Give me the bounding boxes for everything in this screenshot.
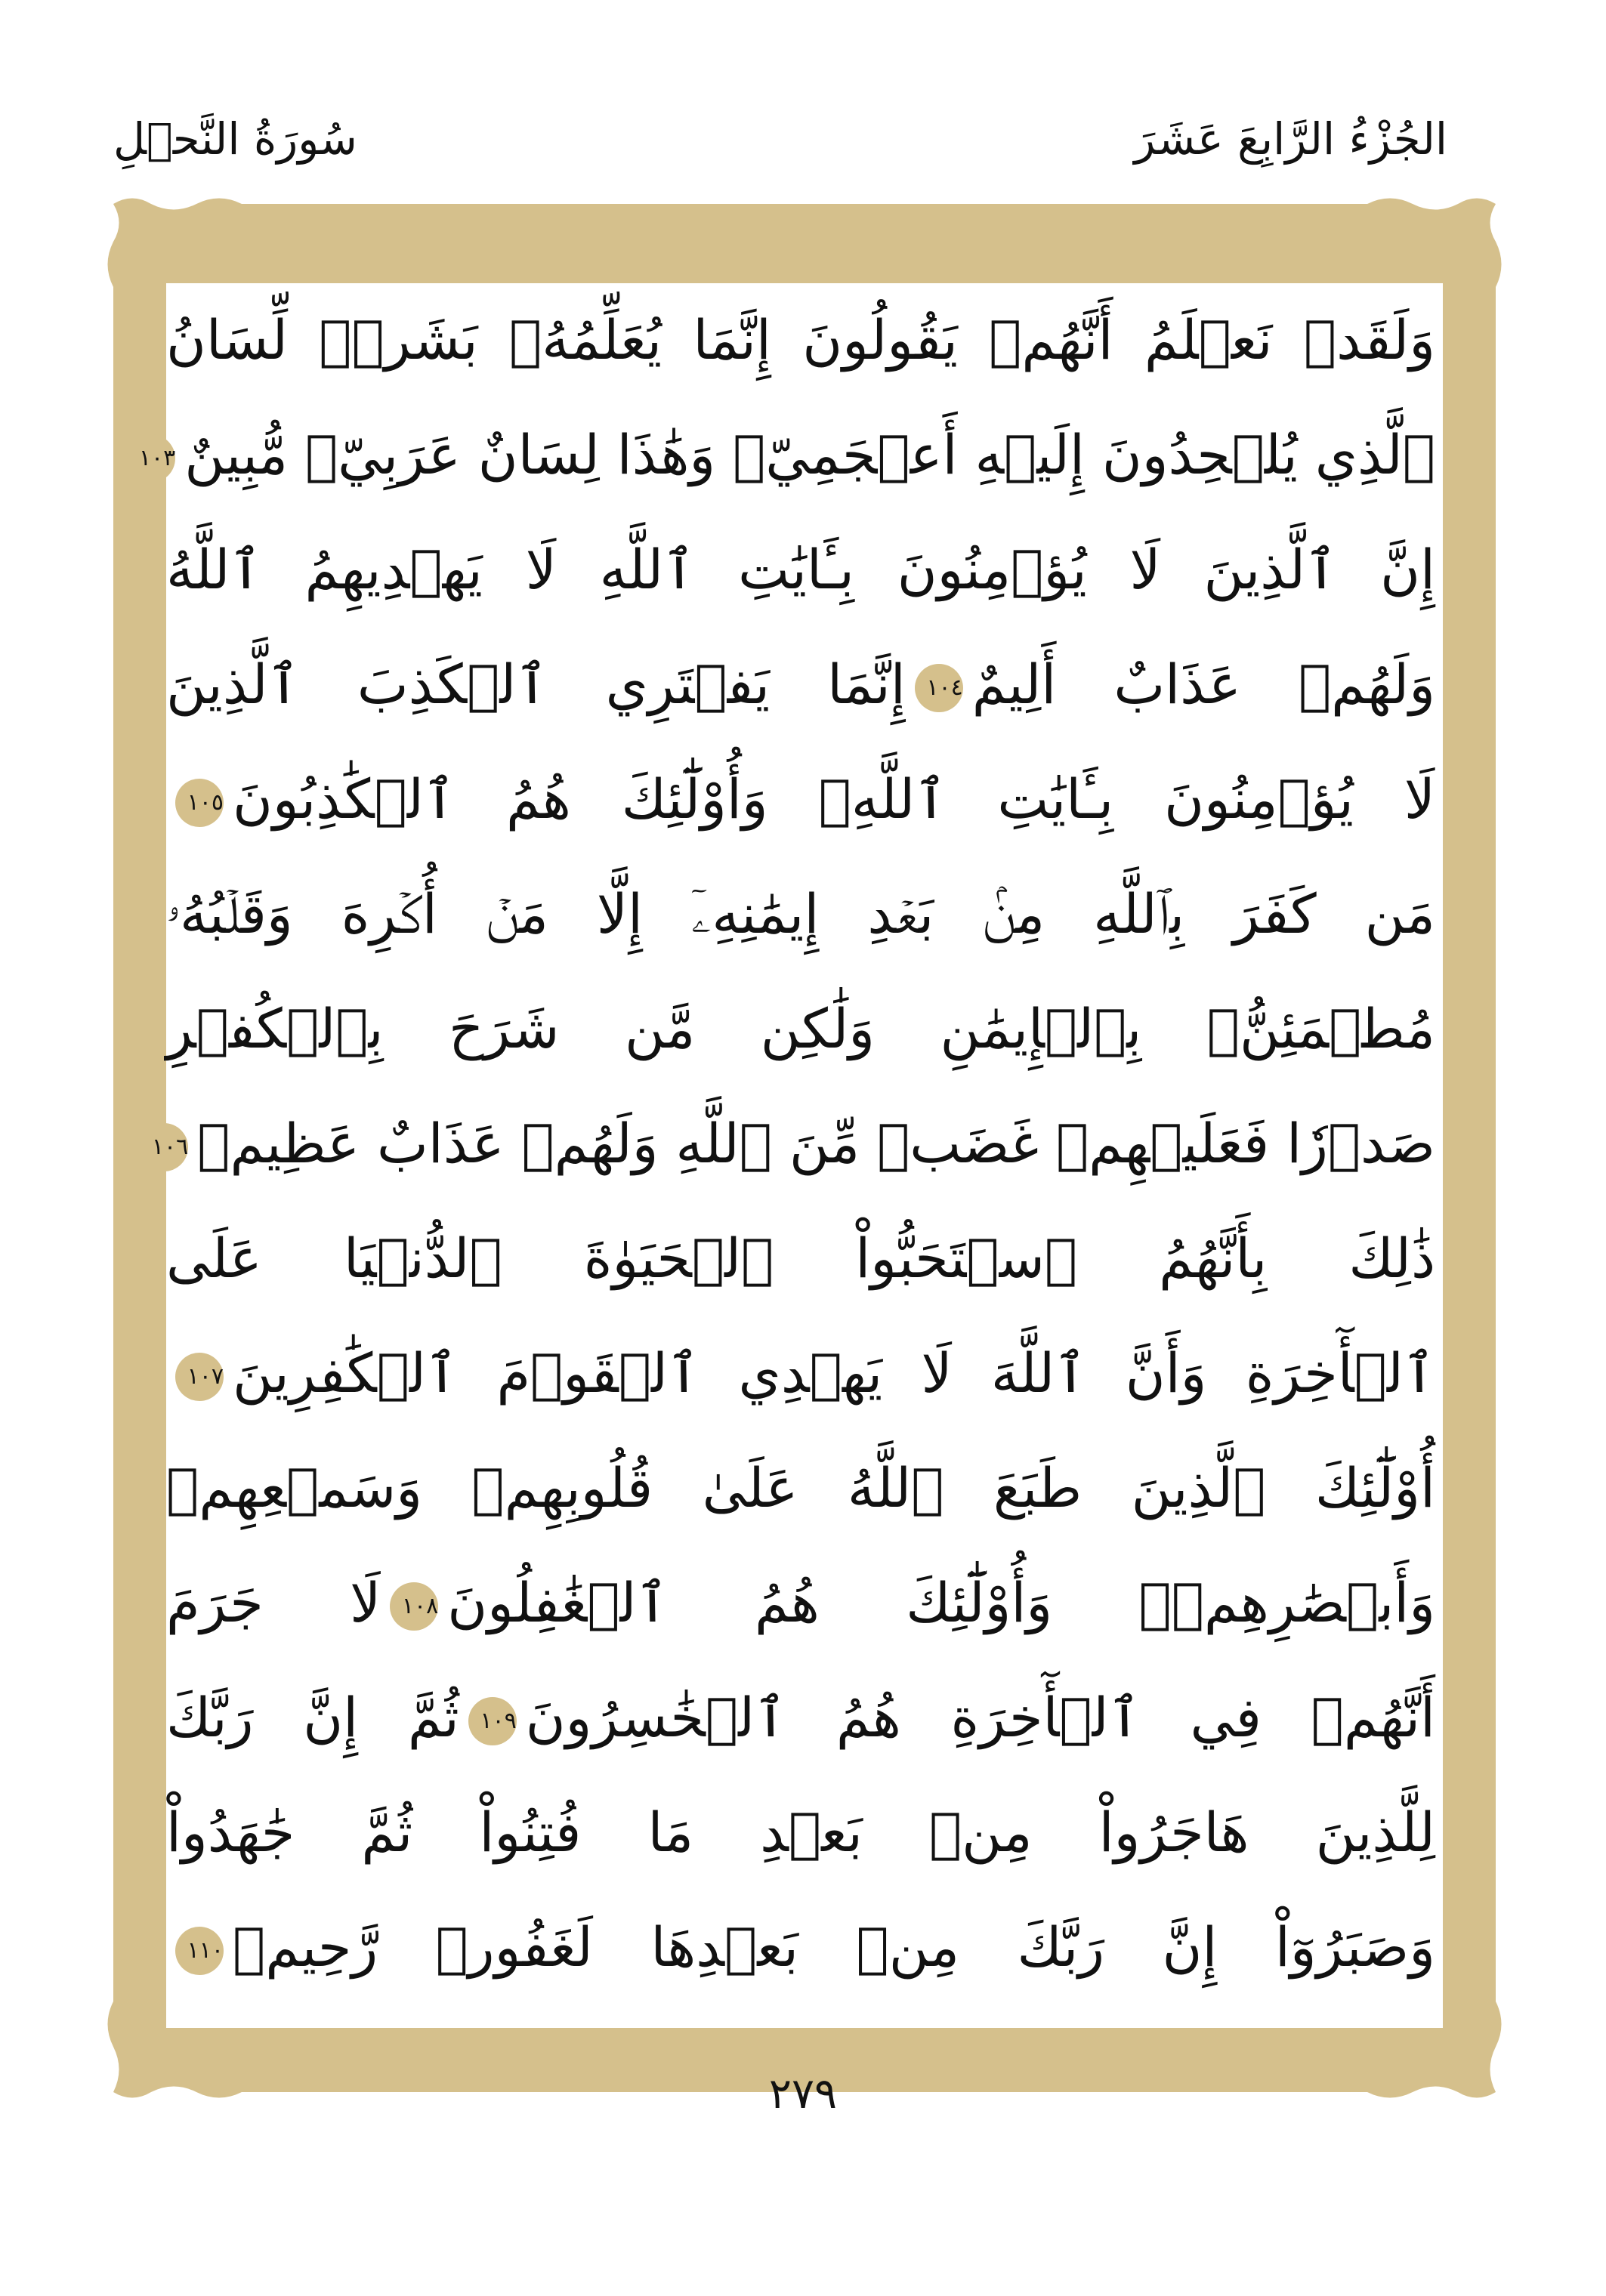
line-text: أُوْلَٰٓئِكَ ٱلَّذِينَ طَبَعَ ٱللَّهُ عَلَىٰ قُلُوبِهِمۡ وَسَمۡعِهِمۡ — [166, 1456, 1435, 1520]
line-text: وَصَبَرُوٓاْ إِنَّ رَبَّكَ مِنۢ بَعۡدِهَا لَغَفُورٞ رَّحِيمٞ — [233, 1915, 1435, 1979]
line-text-continued: إِنَّمَا يَفۡتَرِي ٱلۡكَذِبَ ٱلَّذِينَ — [166, 653, 906, 716]
surah-title: سُورَةُ النَّحۡلِ — [113, 113, 357, 165]
line-text-continued: ثُمَّ إِنَّ رَبَّكَ — [166, 1686, 459, 1749]
text-line — [166, 861, 1435, 967]
page-number: ٢٧٩ — [768, 2069, 838, 2119]
line-text: ٱلَّذِي يُلۡحِدُونَ إِلَيۡهِ أَعۡجَمِيّٞ وَهَٰذَا لِسَانٌ عَرَبِيّٞ مُّبِينٌ — [184, 423, 1435, 486]
ayah-number-marker: ١٠٦ — [140, 1123, 188, 1171]
line-text: مَن كَفَرَ بِٱللَّهِ مِنۢ بَعۡدِ إِيمَٰنِهِۦٓ إِلَّا مَنۡ أُكۡرِهَ وَقَلۡبُهُۥ — [166, 882, 1435, 946]
line-text-continued: لَا جَرَمَ — [166, 1571, 381, 1634]
ayah-number-marker: ١٠٩ — [468, 1697, 517, 1745]
text-line — [166, 1435, 1435, 1541]
line-text: وَلَقَدۡ نَعۡلَمُ أَنَّهُمۡ يَقُولُونَ إِنَّمَا يُعَلِّمُهُۥ بَشَرٞۗ لِّسَانُ — [166, 308, 1435, 372]
line-text: لَا يُؤۡمِنُونَ بِـَٔايَٰتِ ٱللَّهِۖ وَأُوْلَٰٓئِكَ هُمُ ٱلۡكَٰذِبُونَ — [233, 767, 1435, 831]
line-text: صَدۡرٗا فَعَلَيۡهِمۡ غَضَبٞ مِّنَ ٱللَّهِ وَلَهُمۡ عَذَابٌ عَظِيمٞ — [197, 1112, 1435, 1175]
text-line — [166, 976, 1435, 1082]
text-line — [151, 1091, 1435, 1196]
text-line — [166, 1205, 1435, 1311]
ayah-number-marker: ١٠٤ — [915, 664, 963, 712]
line-text: لِلَّذِينَ هَاجَرُواْ مِنۢ بَعۡدِ مَا فُتِنُواْ ثُمَّ جَٰهَدُواْ — [166, 1801, 1435, 1864]
line-text: ذَٰلِكَ بِأَنَّهُمُ ٱسۡتَحَبُّواْ ٱلۡحَيَوٰةَ ٱلدُّنۡيَا عَلَى — [166, 1227, 1435, 1290]
text-line — [166, 517, 1435, 622]
text-line — [166, 746, 1435, 852]
text-line — [166, 287, 1435, 393]
line-text: إِنَّ ٱلَّذِينَ لَا يُؤۡمِنُونَ بِـَٔايَٰتِ ٱللَّهِ لَا يَهۡدِيهِمُ ٱللَّهُ — [166, 538, 1435, 601]
text-line — [166, 1550, 1435, 1656]
line-text: أَنَّهُمۡ فِي ٱلۡأٓخِرَةِ هُمُ ٱلۡخَٰسِرُونَ — [525, 1686, 1435, 1749]
line-text: وَلَهُمۡ عَذَابٌ أَلِيمٌ — [971, 653, 1435, 716]
text-line — [166, 1320, 1435, 1426]
ayah-number-marker: ١٠٨ — [390, 1582, 438, 1631]
text-line — [166, 1894, 1435, 2000]
ayah-number-marker: ١٠٣ — [127, 434, 175, 483]
text-line — [166, 1665, 1435, 1770]
text-line — [138, 402, 1435, 508]
ayah-number-marker: ١١٠ — [175, 1927, 224, 1975]
line-text: مُطۡمَئِنُّۢ بِٱلۡإِيمَٰنِ وَلَٰكِن مَّن شَرَحَ بِٱلۡكُفۡرِ — [166, 997, 1435, 1060]
quran-text — [138, 287, 1436, 2017]
text-line — [166, 1779, 1435, 1885]
text-line — [166, 631, 1435, 737]
ayah-number-marker: ١٠٥ — [175, 779, 224, 827]
line-text: وَأَبۡصَٰرِهِمۡۖ وَأُوْلَٰٓئِكَ هُمُ ٱلۡغَٰفِلُونَ — [447, 1571, 1436, 1634]
ayah-number-marker: ١٠٧ — [175, 1353, 224, 1401]
juz-title: الجُزْءُ الرَّابِعَ عَشَرَ — [1134, 113, 1447, 165]
line-text: ٱلۡأٓخِرَةِ وَأَنَّ ٱللَّهَ لَا يَهۡدِي ٱلۡقَوۡمَ ٱلۡكَٰفِرِينَ — [233, 1341, 1435, 1405]
